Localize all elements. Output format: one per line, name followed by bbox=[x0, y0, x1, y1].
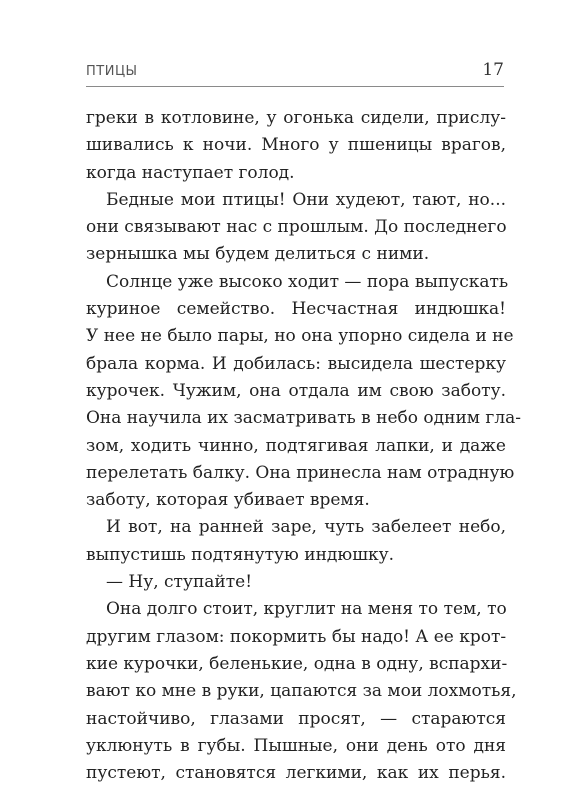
text-line: У нее не было пары, но она упорно сидела и не bbox=[86, 326, 514, 347]
body-text bbox=[86, 105, 521, 787]
text-line: греки в котловине, у огонька сидели, прислу- bbox=[86, 108, 506, 128]
text-line: шивались к ночи. Много у пшеницы врагов, bbox=[86, 135, 506, 156]
text-line: перелетать балку. Она принесла нам отрадную bbox=[86, 462, 515, 483]
text-line: пустеют, становятся легкими, как их перья. bbox=[86, 763, 506, 784]
text-line: куриное семейство. Несчастная индюшка! bbox=[86, 299, 506, 320]
text-line: Бедные мои птицы! Они худеют, тают, но... bbox=[106, 189, 506, 210]
text-line: когда наступает голод. bbox=[86, 162, 295, 183]
text-line: выпустишь подтянутую индюшку. bbox=[86, 544, 395, 565]
text-line: другим глазом: покормить бы надо! А ее крот- bbox=[86, 626, 507, 647]
text-line: И вот, на ранней заре, чуть забелеет небо, bbox=[106, 517, 506, 538]
text-line: зернышка мы будем делиться с ними. bbox=[86, 244, 430, 265]
text-line: зом, ходить чинно, подтягивая лапки, и даже bbox=[86, 435, 506, 456]
text-line: вают ко мне в руки, цапаются за мои лохмотья, bbox=[86, 681, 517, 702]
text-line: кие курочки, беленькие, одна в одну, вспархи- bbox=[86, 653, 508, 674]
page-number: 17 bbox=[482, 60, 504, 80]
text-line: заботу, которая убивает время. bbox=[86, 490, 370, 511]
text-line: Солнце уже высоко ходит — пора выпускать bbox=[106, 271, 509, 292]
text-line: брала корма. И добилась: высидела шестерку bbox=[86, 353, 506, 374]
text-line: Она долго стоит, круглит на меня то тем, то bbox=[106, 599, 507, 620]
text-line: настойчиво, глазами просят, — стараются bbox=[86, 708, 506, 729]
text-line: они связывают нас с прошлым. До последнего bbox=[86, 217, 507, 238]
text-line: уклюнуть в губы. Пышные, они день ото дня bbox=[86, 735, 506, 756]
text-line: — Ну, ступайте! bbox=[106, 572, 253, 593]
text-line: Она научила их засматривать в небо одним гла- bbox=[86, 408, 521, 429]
section-title: ПТИЦЫ bbox=[86, 64, 138, 79]
running-head bbox=[86, 62, 504, 87]
text-line: курочек. Чужим, она отдала им свою заботу. bbox=[86, 380, 506, 401]
